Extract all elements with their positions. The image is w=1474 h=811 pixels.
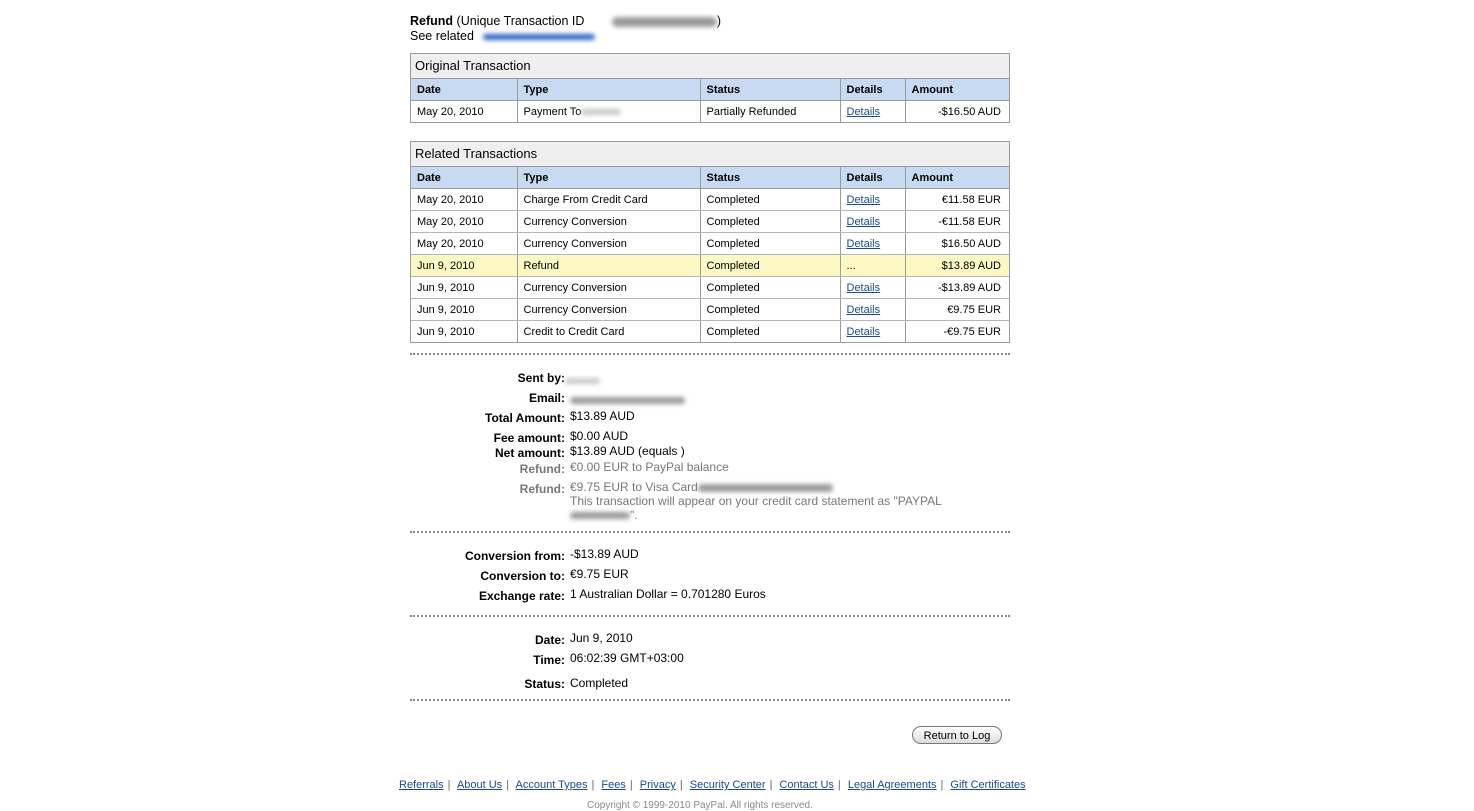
row-details — [840, 189, 905, 211]
conversion-to-value: €9.75 EUR — [570, 567, 629, 581]
footer-link-account-types[interactable]: Account Types — [515, 779, 588, 791]
table-row — [411, 321, 1009, 343]
row-details — [840, 101, 905, 123]
statement-note-end-text: ". — [630, 508, 638, 522]
footer-link-privacy[interactable]: Privacy — [639, 779, 676, 791]
redacted-payee — [581, 109, 621, 115]
row-date: May 20, 2010 — [411, 233, 517, 255]
col-amount: Amount — [905, 79, 1009, 101]
table-header-row — [411, 167, 1009, 189]
row-type: Currency Conversion — [517, 277, 700, 299]
statement-note: This transaction will appear on your credit card statement as "PAYPAL — [570, 494, 942, 508]
row-amount: €9.75 EUR — [905, 299, 1009, 321]
fee-amount-value: $0.00 AUD — [570, 429, 629, 443]
table-row-current — [411, 255, 1009, 277]
row-amount: -€9.75 EUR — [943, 325, 1001, 338]
col-type: Type — [517, 167, 700, 189]
total-amount-value: $13.89 AUD — [570, 409, 635, 423]
row-details — [840, 299, 905, 321]
details-link[interactable]: Details — [846, 215, 881, 228]
see-related-label: See related — [410, 29, 474, 43]
col-date: Date — [411, 167, 517, 189]
row-details — [840, 321, 905, 343]
original-transaction-caption: Original Transaction — [411, 54, 1009, 79]
row-date: May 20, 2010 — [411, 101, 517, 123]
row-details — [840, 233, 905, 255]
col-status: Status — [700, 167, 840, 189]
date-value: Jun 9, 2010 — [570, 631, 633, 645]
row-date: May 20, 2010 — [411, 189, 517, 211]
details-link[interactable]: Details — [846, 193, 881, 206]
row-type — [517, 101, 700, 123]
row-status: Completed — [700, 299, 840, 321]
row-status: Completed — [700, 211, 840, 233]
col-type: Type — [517, 79, 700, 101]
table-row — [411, 299, 1009, 321]
redacted-card-number — [698, 484, 833, 492]
row-amount: €11.58 EUR — [905, 189, 1009, 211]
net-amount-value: $13.89 AUD (equals ) — [570, 444, 685, 458]
details-link[interactable]: Details — [846, 281, 881, 294]
footer-link-referrals[interactable]: Referrals — [399, 779, 444, 791]
row-date: Jun 9, 2010 — [411, 277, 517, 299]
conversion-from-label: Conversion from: — [464, 549, 565, 563]
row-details — [840, 211, 905, 233]
table-row — [411, 189, 1009, 211]
details-link[interactable]: Details — [846, 105, 881, 118]
status-label: Status: — [524, 677, 565, 691]
email-label: Email: — [528, 391, 565, 405]
footer-link-security-center[interactable]: Security Center — [689, 779, 766, 791]
row-date: May 20, 2010 — [411, 211, 517, 233]
conversion-to-label: Conversion to: — [480, 569, 565, 583]
statement-note-end — [570, 508, 638, 522]
refund-card-label: Refund: — [519, 482, 565, 496]
related-transactions-table — [410, 141, 1010, 343]
original-transaction-table — [410, 53, 1010, 123]
redacted-related-link[interactable] — [483, 34, 595, 40]
refund-card-value — [570, 480, 833, 494]
redacted-email — [570, 393, 685, 407]
table-row — [411, 101, 1009, 123]
row-status: Partially Refunded — [700, 101, 840, 123]
row-type: Currency Conversion — [517, 211, 700, 233]
col-amount: Amount — [905, 167, 1009, 189]
net-amount-label: Net amount: — [495, 446, 565, 460]
refund-balance-value: €0.00 EUR to PayPal balance — [570, 460, 729, 474]
refund-card-text: €9.75 EUR to Visa Card — [570, 480, 698, 494]
transaction-header — [410, 14, 1010, 44]
divider — [410, 615, 1010, 617]
row-status: Completed — [700, 255, 840, 277]
footer-link-legal-agreements[interactable]: Legal Agreements — [847, 779, 937, 791]
total-amount-label: Total Amount: — [485, 411, 565, 425]
redacted-sender — [565, 373, 600, 387]
col-date: Date — [411, 79, 517, 101]
row-amount: -$16.50 AUD — [938, 105, 1001, 118]
row-amount: $13.89 AUD — [905, 255, 1009, 277]
table-header-row — [411, 79, 1009, 101]
footer-link-gift-certificates[interactable]: Gift Certificates — [950, 779, 1026, 791]
row-amount: -€11.58 EUR — [905, 211, 1009, 233]
row-status: Completed — [700, 233, 840, 255]
divider — [410, 699, 1010, 701]
refund-title: Refund — [410, 14, 454, 28]
row-details — [840, 277, 905, 299]
row-amount: -$13.89 AUD — [905, 277, 1009, 299]
conversion-from-value: -$13.89 AUD — [570, 547, 639, 561]
col-details: Details — [840, 79, 905, 101]
fee-amount-label: Fee amount: — [493, 431, 565, 445]
row-details: ... — [840, 255, 905, 277]
date-label: Date: — [534, 633, 565, 647]
exchange-rate-value: 1 Australian Dollar = 0.701280 Euros — [570, 587, 766, 601]
table-row — [411, 211, 1009, 233]
row-type: Currency Conversion — [517, 233, 700, 255]
time-value: 06:02:39 GMT+03:00 — [570, 651, 684, 665]
redacted-transaction-id — [612, 17, 717, 27]
status-value: Completed — [570, 676, 629, 690]
footer-link-contact-us[interactable]: Contact Us — [779, 779, 834, 791]
row-type: Currency Conversion — [517, 299, 700, 321]
row-status: Completed — [700, 277, 840, 299]
details-link[interactable]: Details — [846, 325, 881, 338]
details-link[interactable]: Details — [846, 303, 881, 316]
row-type: Refund — [517, 255, 700, 277]
details-link[interactable]: Details — [846, 237, 881, 250]
row-date: Jun 9, 2010 — [411, 255, 517, 277]
row-type: Charge From Credit Card — [517, 189, 700, 211]
col-status: Status — [700, 79, 840, 101]
return-to-log-button[interactable]: Return to Log — [912, 726, 1002, 744]
table-row — [411, 277, 1009, 299]
footer-link-fees[interactable]: Fees — [601, 779, 626, 791]
row-date: Jun 9, 2010 — [411, 299, 517, 321]
row-type: Credit to Credit Card — [517, 321, 700, 343]
transaction-id-close: ) — [716, 14, 722, 28]
refund-balance-label: Refund: — [519, 462, 565, 476]
divider — [410, 353, 1010, 355]
exchange-rate-label: Exchange rate: — [478, 589, 565, 603]
sent-by-label: Sent by: — [517, 371, 565, 385]
time-label: Time: — [533, 653, 565, 667]
row-date: Jun 9, 2010 — [411, 321, 517, 343]
copyright: Copyright © 1999-2010 PayPal. All rights reserved. — [587, 800, 813, 811]
transaction-id-label: (Unique Transaction ID — [456, 14, 585, 28]
row-type-text: Payment To — [523, 105, 582, 118]
related-transactions-caption: Related Transactions — [411, 142, 1009, 167]
row-status: Completed — [700, 321, 840, 343]
row-status: Completed — [700, 189, 840, 211]
footer-links: Referrals | About Us | Account Types | Fees | Privacy | Security Center | Contact Us | Legal Agreements | Gift Certificates — [399, 779, 1026, 791]
divider — [410, 531, 1010, 533]
footer-link-about-us[interactable]: About Us — [456, 779, 503, 791]
col-details: Details — [840, 167, 905, 189]
table-row — [411, 233, 1009, 255]
row-amount: $16.50 AUD — [905, 233, 1009, 255]
